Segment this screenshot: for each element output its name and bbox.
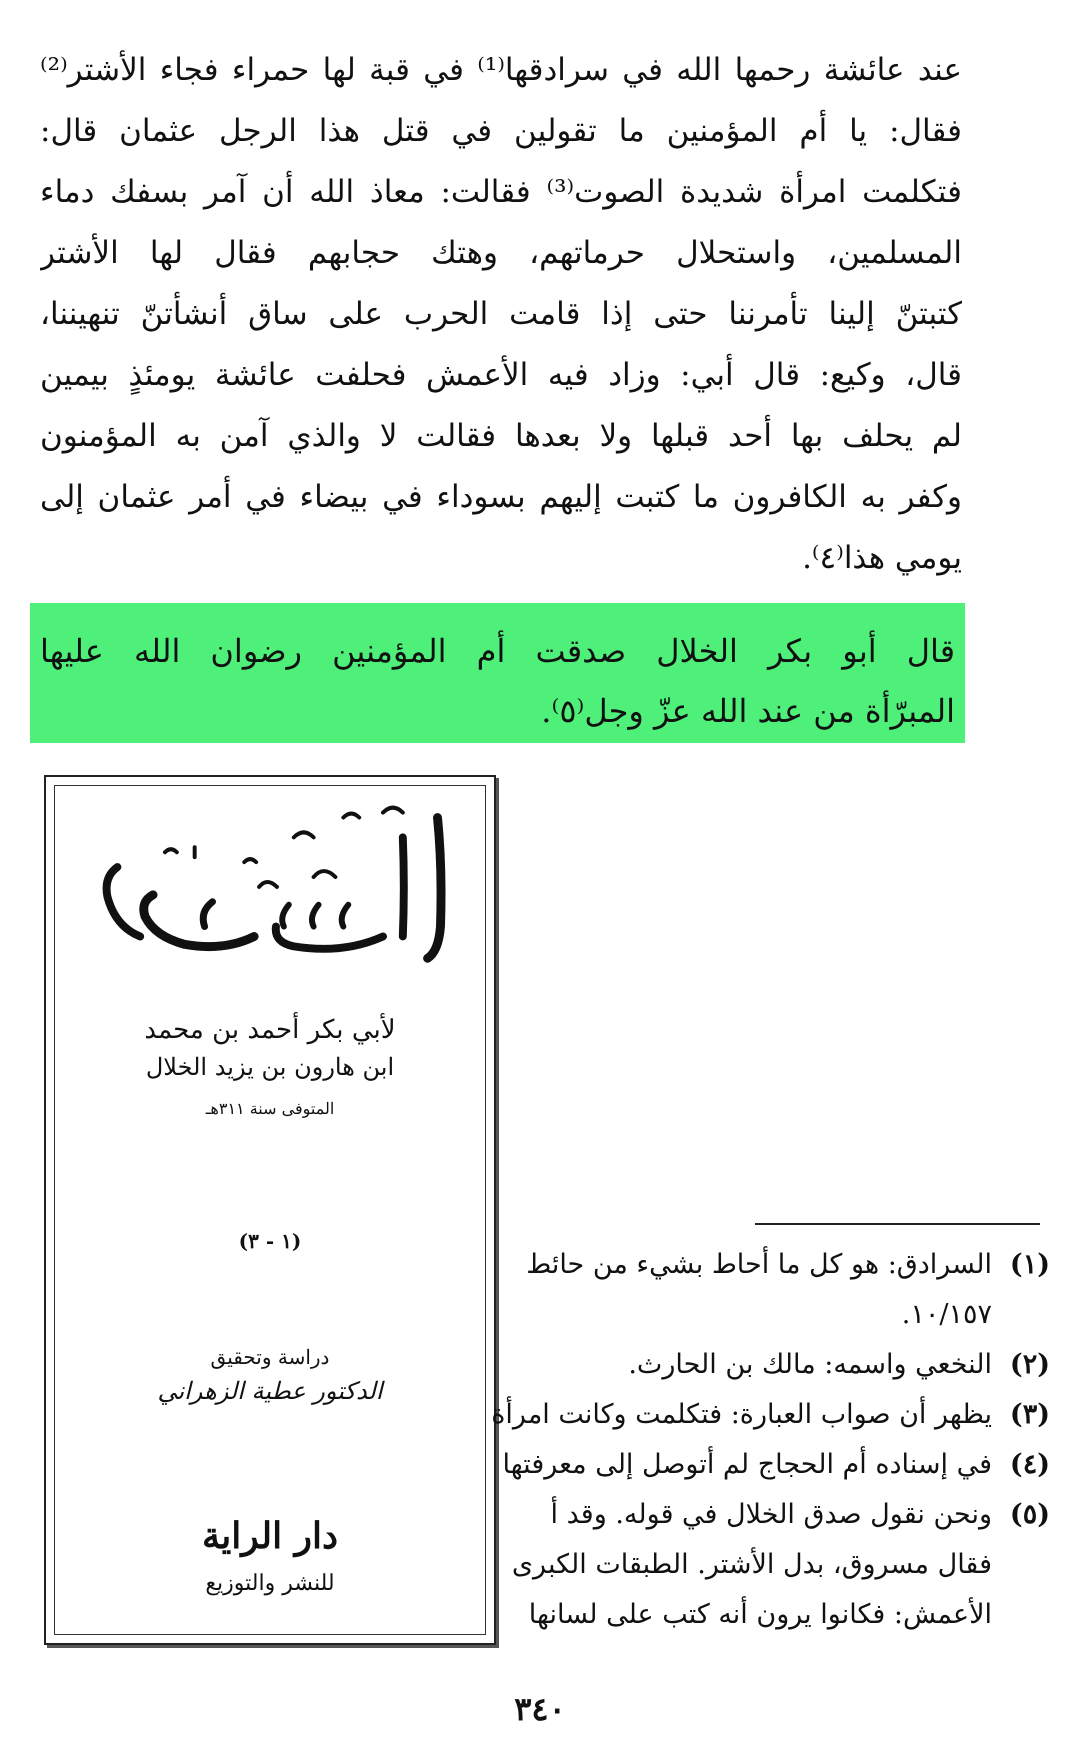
footnote-text: الأعمش: فكانوا يرون أنه كتب على لسانها xyxy=(528,1599,992,1630)
footnote-line xyxy=(490,1240,1050,1290)
text-line: لم يحلف بها أحد قبلها ولا بعدها فقالت لا والذي آمن به المؤمنون xyxy=(40,418,962,454)
footnote-number: (٤) xyxy=(1009,1449,1050,1480)
text-line: فتكلمت امرأة شديدة الصوت⁽³⁾ فقالت: معاذ الله أن آمر بسفك دماء xyxy=(40,174,962,210)
footnote-line xyxy=(490,1290,1050,1340)
cover-study-label: دراسة وتحقيق xyxy=(210,1345,330,1369)
cover-author-line2: ابن هارون بن يزيد الخلال xyxy=(145,1053,395,1081)
highlight-line: المبرّأة من عند الله عزّ وجل⁽٥⁾. xyxy=(541,692,955,730)
footnote-line xyxy=(490,1540,1050,1590)
text-line: عند عائشة رحمها الله في سرادقها⁽¹⁾ في قبة لها حمراء فجاء الأشتر⁽²⁾ xyxy=(40,52,962,88)
cover-author-line1: لأبي بكر أحمد بن محمد xyxy=(144,1015,396,1045)
footnote-text: ١٠/١٥٧. xyxy=(901,1299,992,1330)
text-line: فقال: يا أم المؤمنين ما تقولين في قتل هذا الرجل عثمان قال: xyxy=(40,113,962,149)
footnote-text: ونحن نقول صدق الخلال في قوله. وقد أ xyxy=(550,1499,992,1530)
footnote-number: (٣) xyxy=(1009,1399,1050,1430)
cover-investigator: الدكتور عطية الزهراني xyxy=(157,1377,383,1405)
footnote-divider xyxy=(755,1223,1040,1225)
footnote-text: يظهر أن صواب العبارة: فتكلمت وكانت امرأة xyxy=(491,1399,992,1430)
footnote-number: (٥) xyxy=(1009,1499,1050,1530)
footnote-text: في إسناده أم الحجاج لم أتوصل إلى معرفتها xyxy=(502,1449,992,1480)
footnotes-block xyxy=(490,1240,1050,1640)
footnote-line xyxy=(490,1340,1050,1390)
footnote-line xyxy=(490,1440,1050,1490)
cover-death-date: المتوفى سنة ٣١١هـ xyxy=(205,1099,335,1118)
main-text-block xyxy=(40,40,962,589)
text-line: قال، وكيع: قال أبي: وزاد فيه الأعمش فحلفت عائشة يومئذٍ بيمين xyxy=(40,357,962,393)
footnote-text: النخعي واسمه: مالك بن الحارث. xyxy=(628,1349,992,1380)
cover-title-calligraphy xyxy=(46,777,494,977)
book-cover-image xyxy=(44,775,496,1645)
cover-publisher-subtitle: للنشر والتوزيع xyxy=(205,1571,335,1596)
footnote-number: (١) xyxy=(1009,1249,1050,1280)
footnote-text: السرادق: هو كل ما أحاط بشيء من حائط xyxy=(526,1249,992,1280)
footnote-line xyxy=(490,1390,1050,1440)
text-line: المسلمين، واستحلال حرماتهم، وهتك حجابهم فقال لها الأشتر xyxy=(40,235,962,271)
text-line: وكفر به الكافرون ما كتبت إليهم بسوداء في بيضاء في أمر عثمان إلى xyxy=(40,479,962,515)
highlight-line: قال أبو بكر الخلال صدقت أم المؤمنين رضوان الله عليها xyxy=(40,632,955,670)
footnote-line xyxy=(490,1590,1050,1640)
page-number: ٣٤٠ xyxy=(514,1690,566,1728)
highlighted-quote xyxy=(30,603,965,743)
footnote-number: (٢) xyxy=(1009,1349,1050,1380)
cover-publisher: دار الراية xyxy=(201,1515,339,1557)
text-line: يومي هذا⁽٤⁾. xyxy=(802,540,962,576)
footnote-line xyxy=(490,1490,1050,1540)
text-line: كتبتنّ إلينا تأمرننا حتى إذا قامت الحرب على ساق أنشأتنّ تنهيننا، xyxy=(40,296,962,332)
cover-volumes: (١ - ٣) xyxy=(238,1229,302,1253)
footnote-text: فقال مسروق، بدل الأشتر. الطبقات الكبرى xyxy=(511,1549,992,1580)
